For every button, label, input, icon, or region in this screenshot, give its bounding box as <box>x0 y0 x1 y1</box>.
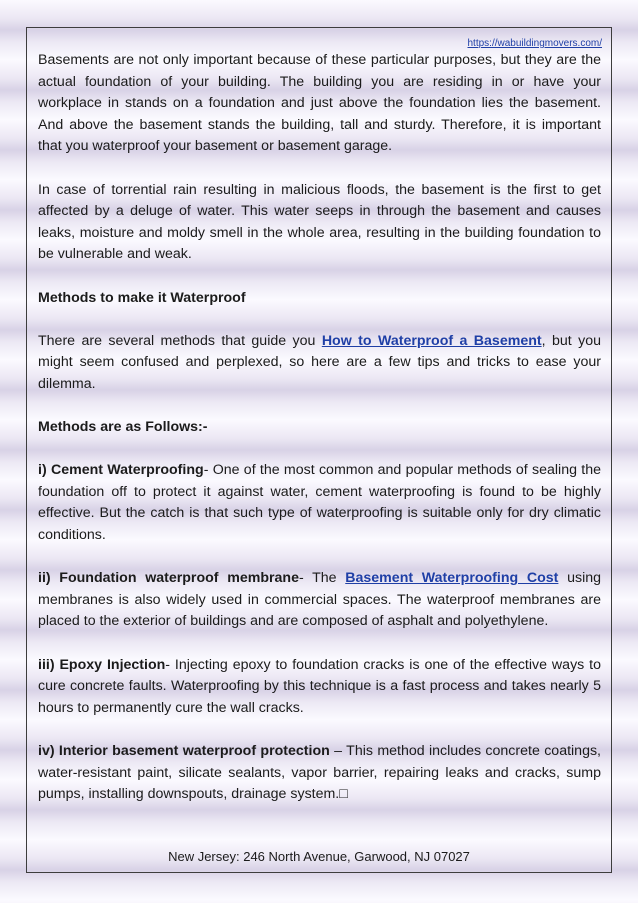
method-membrane-text: - The <box>298 570 346 587</box>
method-epoxy-text: - Injecting epoxy to foundation cracks is one of the effective ways to cure concrete faults. Waterproofing by this technique is a fast process and takes nearly 5 hours to permanently cure the wall cracks. <box>38 656 601 716</box>
method-interior-text: – This method includes concrete coatings, water-resistant paint, silicate sealants, vapor barrier, repairing leaks and cracks, sump pumps, installing downspouts, drainage system.□ <box>38 743 601 803</box>
section-heading: Methods to make it Waterproof <box>38 289 246 306</box>
methods-intro-text: There are several methods that guide you <box>38 332 322 349</box>
flood-paragraph: In case of torrential rain resulting in malicious floods, the basement is the first to get affected by a deluge of water. This water seeps in through the basement and causes leaks, moisture and moldy smell in the whole area, resulting in the building foundation to be vulnerable and weak. <box>38 181 601 263</box>
method-membrane-text-end: using membranes is also widely used in commercial spaces. The waterproof membranes are placed to the exterior of buildings and are composed of asphalt and polyethylene. <box>38 570 602 630</box>
methods-intro-text-end: , but you might seem confused and perplexed, so here are a few tips and tricks to ease your dilemma. <box>38 332 601 392</box>
website-link[interactable]: https://wabuildingmovers.com/ <box>467 38 602 49</box>
method-cement <box>38 460 601 546</box>
method-cement-text: - One of the most common and popular methods of sealing the foundation off to protect it against water, cement waterproofing is found to be highly effective. But the catch is that such type of waterproofing is suitable only for dry climatic conditions. <box>38 462 601 544</box>
method-membrane-title: ii) Foundation waterproof membrane <box>38 570 299 587</box>
intro-paragraph: Basements are not only important because of these particular purposes, but they are the actual foundation of your building. The building you are residing in or have your workplace in stands on a foundation and just above the foundation lies the basement. And above the basement stands the building, tall and sturdy. Therefore, it is important that you waterproof your basement or basement garage. <box>38 52 601 155</box>
waterproofing-cost-link[interactable]: Basement Waterproofing Cost <box>345 570 559 587</box>
methods-list-heading: Methods are as Follows:- <box>38 419 208 436</box>
method-epoxy <box>38 655 601 720</box>
method-epoxy-title: iii) Epoxy Injection <box>38 656 166 673</box>
how-to-waterproof-link[interactable]: How to Waterproof a Basement <box>321 332 542 349</box>
method-cement-title: i) Cement Waterproofing <box>38 462 204 479</box>
footer-address: New Jersey: 246 North Avenue, Garwood, NJ 07027 <box>168 849 470 864</box>
document-body <box>38 50 601 827</box>
method-membrane <box>38 568 601 633</box>
methods-intro-paragraph <box>38 331 601 396</box>
method-interior-title: iv) Interior basement waterproof protection <box>38 743 330 759</box>
method-interior <box>38 741 601 806</box>
